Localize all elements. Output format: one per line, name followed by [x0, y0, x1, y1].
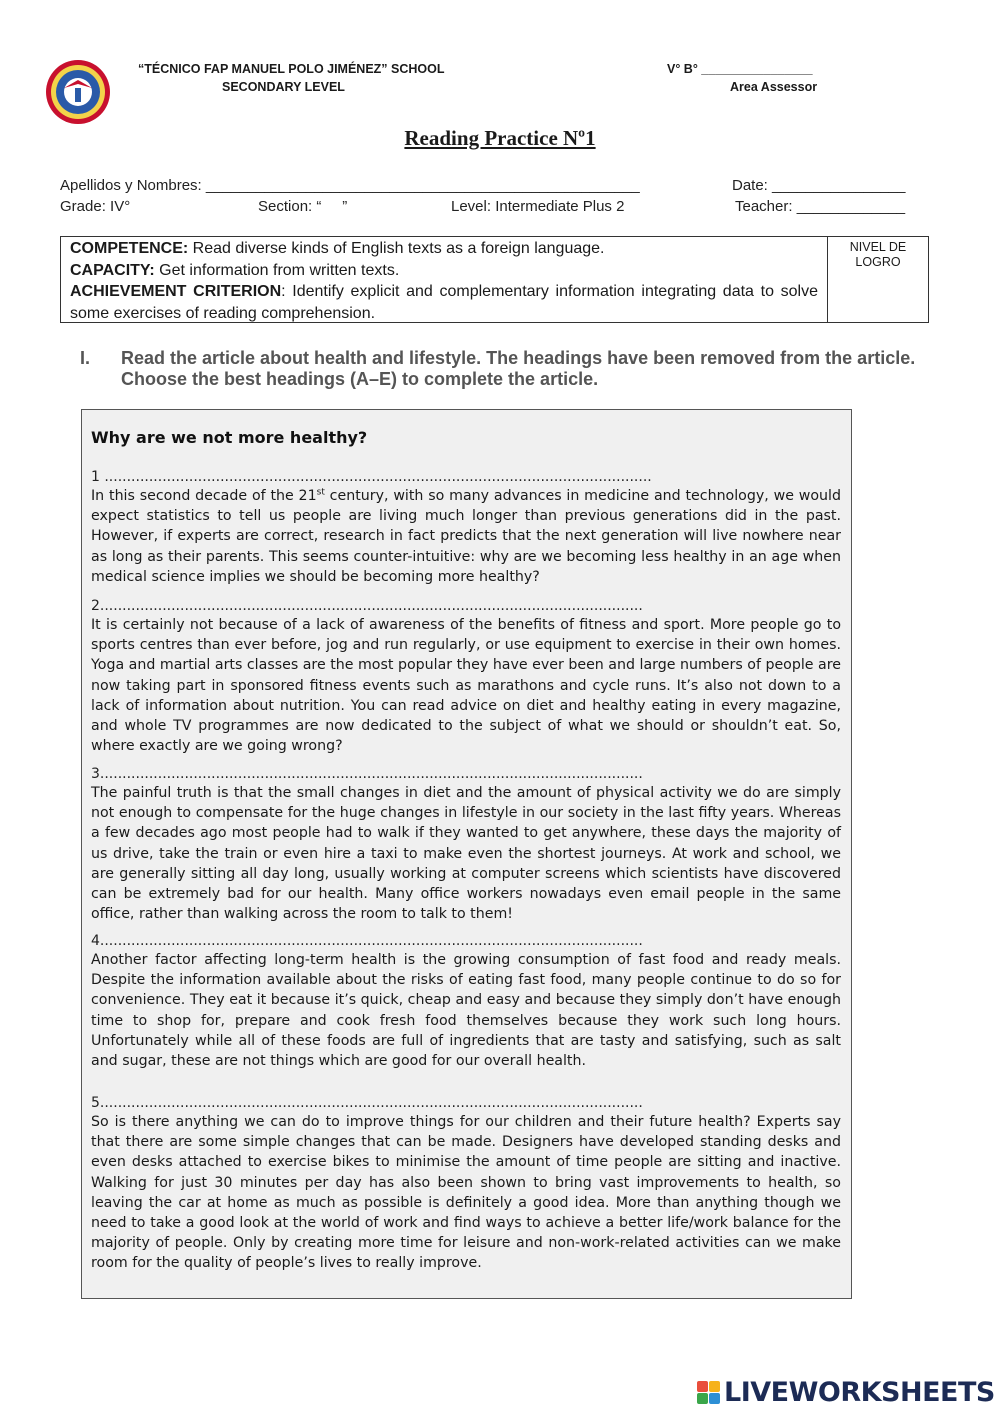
criterion-text: : Identify explicit and complementary information integrating data to solve some exercises of reading comprehension. [70, 283, 818, 322]
liveworksheets-wordmark: LIVEWORKSHEETS [724, 1377, 995, 1408]
capacity-text: Get information from written texts. [154, 261, 400, 279]
instruction-number: I. [80, 348, 91, 368]
section-field[interactable]: Section: “ ” [258, 198, 348, 215]
article-section-5 [91, 1094, 841, 1274]
instruction-text: Read the article about health and lifestyle. The headings have been removed from the article. Choose the best headings (A–E) to complete the article. [121, 348, 916, 389]
date-field[interactable]: Date: ________________ [732, 177, 906, 194]
school-logo [44, 58, 112, 126]
article-section-4 [91, 932, 841, 1071]
area-assessor-label: Area Assessor [730, 80, 818, 94]
competence-cell [61, 237, 828, 322]
capacity-label: CAPACITY: [70, 261, 155, 279]
nivel-label-line1: NIVEL DE [849, 240, 907, 254]
level-label: Level: Intermediate Plus 2 [451, 198, 625, 215]
nivel-de-logro-cell[interactable] [828, 237, 928, 322]
article-section-1 [91, 468, 841, 587]
heading-blank-4[interactable]: 4.......................................................................................................................... [91, 933, 643, 949]
heading-blank-3[interactable]: 3.......................................................................................................................... [91, 766, 643, 782]
paragraph-3: The painful truth is that the small changes in diet and the amount of physical activity we do are simply not enough to compensate for the huge changes in lifestyle in our society in the last fifty years. Whereas a few decades ago most people had to walk if they wanted to get anywhere, these days the majority of us drive, take the train or even hire a taxi to make even the shortest journeys. At work and school, we are generally sitting all day long, usually working at computer screens which scientists have discovered can be extremely bad for our health. Many office workers nowadays even email people in the same office, rather than walking across the room to talk to them! [91, 785, 841, 923]
competence-text: Read diverse kinds of English texts as a foreign language. [188, 240, 605, 257]
heading-blank-5[interactable]: 5.......................................................................................................................... [91, 1095, 643, 1111]
article-box [81, 409, 852, 1299]
heading-blank-2[interactable]: 2.......................................................................................................................... [91, 598, 643, 614]
school-level: SECONDARY LEVEL [222, 80, 345, 94]
liveworksheets-icon [697, 1381, 720, 1404]
paragraph-2: It is certainly not because of a lack of awareness of the benefits of fitness and sport. More people go to sports centres than ever before, jog and run regularly, or use equipment to exercise in their own homes. Yoga and martial arts classes are the most popular they have ever been and large numbers of people are now taking part in sponsored fitness events such as marathons and cycle runs. It’s also not down to a lack of information about nutrition. You can read advice on diet and healthy eating in every magazine, and whole TV programmes are now dedicated to the subject of what we should or shouldn’t eat. So, where exactly are we going wrong? [91, 617, 841, 755]
liveworksheets-logo [697, 1377, 995, 1408]
competence-table [60, 236, 929, 323]
competence-label: COMPETENCE: [70, 240, 189, 257]
paragraph-5: So is there anything we can do to improve things for our children and their future health? Experts say that there are some simple changes that can be made. Designers have developed standing desks and even desks attached to exercise bikes to minimise the amount of time people are sitting and inactive. Walking for just 30 minutes per day has also been shown to bring vast improvements to health, so leaving the car at home as much as possible is definitely a good idea. More than anything though we need to take a good look at the world of work and find ways to achieve a better life/work balance for the majority of people. Only by creating more time for leisure and non-work-related activities can we make room for the quality of people’s lives to really improve. [91, 1114, 841, 1272]
paragraph-4: Another factor affecting long-term health is the growing consumption of fast food and ready meals. Despite the information available about the risks of eating fast food, many people continue to do so for convenience. They eat it because it’s quick, cheap and easy and because they simply don’t have enough time to shop for, prepare and cook fresh food themselves because they work such long hours. Unfortunately while all of these foods are full of ingredients that are tasty and satisfying, such as salt and sugar, these are not things which are good for our overall health. [91, 952, 841, 1070]
article-section-2 [91, 597, 841, 756]
approval-line: V° B° ________________ [667, 62, 813, 76]
article-section-3 [91, 765, 841, 924]
heading-blank-1[interactable]: 1 ........................................................................................................................... [91, 469, 652, 485]
names-field[interactable]: Apellidos y Nombres: ____________________________________________________ [60, 177, 640, 194]
teacher-field[interactable]: Teacher: _____________ [735, 198, 906, 215]
article-title: Why are we not more healthy? [91, 428, 368, 447]
paragraph-1: In this second decade of the 21st century, with so many advances in medicine and technology, we would expect statistics to tell us people are living much longer than previous generations did in the past. However, if experts are correct, research in fact predicts that the next generation will live nowhere near as long as their parents. This seems counter-intuitive: why are we becoming less healthy in an age when medical science implies we should be becoming more healthy? [91, 487, 841, 585]
grade-label: Grade: IV° [60, 198, 131, 215]
page-title: Reading Practice Nº1 [404, 126, 596, 150]
nivel-label-line2: LOGRO [855, 255, 901, 269]
school-name: “TÉCNICO FAP MANUEL POLO JIMÉNEZ” SCHOOL [138, 62, 445, 76]
criterion-label: ACHIEVEMENT CRITERION [70, 283, 282, 300]
